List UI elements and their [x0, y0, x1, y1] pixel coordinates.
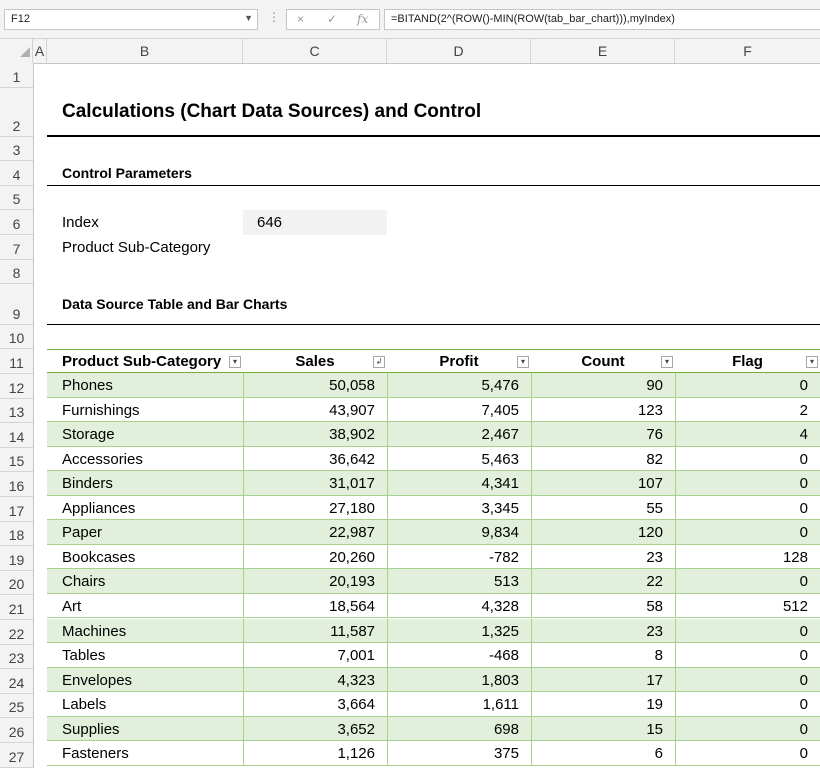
cell-border	[243, 741, 244, 766]
cell-border	[531, 594, 532, 619]
table-row	[47, 545, 820, 570]
cell-border	[531, 741, 532, 766]
cell-border	[531, 471, 532, 496]
cell-count[interactable]: 23	[646, 622, 663, 640]
table-row	[47, 520, 820, 545]
cell-border	[531, 398, 532, 423]
cell-count[interactable]: 6	[654, 745, 663, 763]
cell-count[interactable]: 76	[646, 426, 663, 444]
control-heading: Control Parameters	[62, 165, 192, 181]
cell-flag[interactable]: 0	[799, 745, 808, 763]
cell-profit[interactable]: 3,345	[481, 499, 519, 517]
cell-border	[387, 569, 388, 594]
cell-flag[interactable]: 0	[799, 720, 808, 738]
cell-count[interactable]: 55	[646, 499, 663, 517]
cell-flag[interactable]: 0	[799, 524, 808, 542]
cell-count[interactable]: 8	[654, 647, 663, 665]
cell-count[interactable]: 82	[646, 450, 663, 468]
cell-border	[531, 520, 532, 545]
table-row	[47, 741, 820, 766]
table-row	[47, 496, 820, 521]
row-header[interactable]: 3	[0, 137, 33, 161]
cell-sales[interactable]: 4,323	[337, 671, 375, 689]
cell-border	[387, 471, 388, 496]
cell-profit[interactable]: 2,467	[481, 426, 519, 444]
column-header-d[interactable]: D	[387, 39, 531, 63]
cell-border	[387, 643, 388, 668]
formula-bar	[0, 0, 820, 39]
cell-border	[243, 471, 244, 496]
cell-subcategory[interactable]: Envelopes	[62, 671, 133, 689]
cell-border	[675, 422, 676, 447]
cell-border	[675, 717, 676, 742]
table-header-row	[47, 349, 820, 373]
cell-border	[675, 692, 676, 717]
cell-profit[interactable]: 513	[493, 573, 519, 591]
table-row	[47, 619, 820, 644]
cell-profit[interactable]: 375	[493, 745, 519, 763]
table-divider	[47, 324, 820, 325]
cell-border	[243, 496, 244, 521]
cell-flag[interactable]: 0	[799, 647, 808, 665]
cell-count[interactable]: 90	[646, 377, 663, 394]
cell-profit[interactable]: 4,341	[481, 475, 519, 493]
cell-sales[interactable]: 50,058	[329, 377, 375, 394]
column-header-c[interactable]: C	[243, 39, 387, 63]
row-header[interactable]: 14	[0, 423, 33, 448]
filter-dropdown-icon[interactable]: ▾	[661, 356, 673, 368]
cell-sales[interactable]: 20,260	[329, 548, 375, 566]
row-header[interactable]: 24	[0, 669, 33, 694]
index-value: 646	[257, 214, 283, 231]
column-header-b[interactable]: B	[47, 39, 243, 63]
sheet-title: Calculations (Chart Data Sources) and Control	[62, 101, 482, 122]
cell-border	[387, 619, 388, 644]
cell-sales[interactable]: 38,902	[329, 426, 375, 444]
cell-profit[interactable]: 5,463	[481, 450, 519, 468]
table-row	[47, 643, 820, 668]
cell-border	[387, 594, 388, 619]
row-header[interactable]: 22	[0, 620, 33, 645]
cell-border	[531, 569, 532, 594]
cell-border	[675, 520, 676, 545]
cell-border	[675, 668, 676, 693]
table-row	[47, 422, 820, 447]
cell-subcategory[interactable]: Storage	[62, 426, 115, 444]
cell-flag[interactable]: 512	[782, 597, 808, 615]
row-header[interactable]: 20	[0, 571, 33, 595]
cell-sales[interactable]: 7,001	[337, 647, 375, 665]
cell-sales[interactable]: 3,664	[337, 696, 375, 714]
cell-border	[387, 545, 388, 570]
header-sales: Sales	[295, 353, 335, 370]
cell-border	[531, 447, 532, 472]
cell-border	[675, 741, 676, 766]
cell-subcategory[interactable]: Supplies	[62, 720, 120, 738]
cell-border	[243, 668, 244, 693]
row-header[interactable]: 12	[0, 374, 33, 399]
cell-border	[675, 569, 676, 594]
index-label: Index	[62, 214, 99, 231]
cell-sales[interactable]: 11,587	[330, 622, 375, 640]
cell-border	[531, 422, 532, 447]
cell-flag[interactable]: 0	[799, 573, 808, 591]
cell-profit[interactable]: 1,803	[481, 671, 519, 689]
cell-sales[interactable]: 3,652	[337, 720, 375, 738]
cell-profit[interactable]: 7,405	[481, 401, 519, 419]
row-header[interactable]: 2	[0, 88, 33, 137]
control-divider	[47, 185, 820, 186]
drag-handle-icon[interactable]: ⋮	[268, 10, 280, 24]
table-row	[47, 373, 820, 398]
cell-profit[interactable]: 9,834	[481, 524, 519, 542]
cell-profit[interactable]: 1,611	[482, 696, 519, 714]
row-header[interactable]: 1	[0, 63, 33, 88]
row-header[interactable]: 27	[0, 743, 33, 768]
cell-subcategory[interactable]: Chairs	[62, 573, 106, 591]
row-header[interactable]: 16	[0, 472, 33, 497]
cell-sales[interactable]: 36,642	[329, 450, 375, 468]
row-header[interactable]: 23	[0, 645, 33, 669]
cell-profit[interactable]: -782	[488, 548, 519, 566]
cell-subcategory[interactable]: Paper	[62, 524, 103, 542]
cell-border	[243, 692, 244, 717]
table-row	[47, 569, 820, 594]
row-header[interactable]: 21	[0, 595, 33, 620]
cell-border	[387, 668, 388, 693]
cell-flag[interactable]: 2	[799, 401, 808, 419]
cell-border	[243, 569, 244, 594]
row-header[interactable]: 6	[0, 210, 33, 235]
cell-border	[675, 447, 676, 472]
cell-border	[675, 496, 676, 521]
cell-count[interactable]: 123	[637, 401, 663, 419]
cell-border	[387, 447, 388, 472]
cell-border	[387, 520, 388, 545]
cell-sales[interactable]: 18,564	[329, 597, 375, 615]
row-header[interactable]: 7	[0, 235, 33, 260]
cell-count[interactable]: 17	[646, 671, 663, 689]
cell-border	[531, 668, 532, 693]
cell-subcategory[interactable]: Machines	[62, 622, 127, 640]
cell-border	[243, 643, 244, 668]
select-all-corner[interactable]	[0, 39, 33, 63]
cell-border	[531, 496, 532, 521]
cell-border	[387, 692, 388, 717]
cell-count[interactable]: 107	[637, 475, 663, 493]
index-input-cell[interactable]	[243, 210, 387, 235]
cell-border	[243, 422, 244, 447]
cell-subcategory[interactable]: Accessories	[62, 450, 143, 468]
cell-border	[387, 717, 388, 742]
cell-border	[675, 643, 676, 668]
insert-function-icon[interactable]: fx	[357, 12, 369, 26]
cell-border	[675, 594, 676, 619]
enter-icon[interactable]: ✓	[327, 12, 338, 26]
cell-border	[675, 619, 676, 644]
cell-profit[interactable]: 698	[493, 720, 519, 738]
column-headers	[0, 39, 820, 64]
table-row	[47, 692, 820, 717]
header-count: Count	[581, 353, 625, 370]
cell-border	[387, 422, 388, 447]
cell-flag[interactable]: 0	[799, 377, 808, 394]
select-all-icon	[20, 47, 30, 57]
cell-subcategory[interactable]: Binders	[62, 475, 113, 493]
row-header[interactable]: 4	[0, 161, 33, 186]
cell-border	[531, 643, 532, 668]
cell-border	[387, 398, 388, 423]
cell-subcategory[interactable]: Phones	[62, 377, 113, 394]
row-header[interactable]: 8	[0, 260, 33, 284]
cell-profit[interactable]: 1,325	[481, 622, 519, 640]
cell-flag[interactable]: 0	[799, 671, 808, 689]
formula-buttons	[286, 9, 380, 30]
cell-border	[243, 545, 244, 570]
cell-flag[interactable]: 0	[799, 450, 808, 468]
cell-subcategory[interactable]: Labels	[62, 696, 107, 714]
cell-subcategory[interactable]: Bookcases	[62, 548, 136, 566]
filter-dropdown-icon[interactable]: ▾	[517, 356, 529, 368]
cell-border	[243, 520, 244, 545]
cell-border	[243, 373, 244, 398]
cell-flag[interactable]: 4	[799, 426, 808, 444]
cell-border	[531, 373, 532, 398]
cell-border	[243, 447, 244, 472]
cell-border	[387, 741, 388, 766]
name-box[interactable]	[4, 9, 258, 30]
cell-border	[531, 545, 532, 570]
table-row	[47, 398, 820, 423]
cell-border	[675, 373, 676, 398]
cell-border	[243, 717, 244, 742]
cell-subcategory[interactable]: Furnishings	[62, 401, 140, 419]
cell-border	[675, 398, 676, 423]
cell-subcategory[interactable]: Appliances	[62, 499, 136, 517]
filter-dropdown-icon[interactable]: ▾	[229, 356, 241, 368]
cell-count[interactable]: 19	[646, 696, 663, 714]
filter-dropdown-icon[interactable]: ▾	[806, 356, 818, 368]
cell-profit[interactable]: -468	[488, 647, 519, 665]
cell-border	[387, 373, 388, 398]
row-header[interactable]: 18	[0, 522, 33, 546]
cell-flag[interactable]: 0	[799, 622, 808, 640]
cell-subcategory[interactable]: Fasteners	[62, 745, 129, 763]
cell-sales[interactable]: 20,193	[329, 573, 375, 591]
sort-filter-icon[interactable]: ↲	[373, 356, 385, 368]
cell-sales[interactable]: 27,180	[329, 499, 375, 517]
row-header[interactable]: 10	[0, 325, 33, 349]
header-subcategory: Product Sub-Category	[62, 353, 222, 370]
cell-border	[531, 619, 532, 644]
cell-border	[387, 496, 388, 521]
formula-input[interactable]: =BITAND(2^(ROW()-MIN(ROW(tab_bar_chart))),myIndex)	[384, 9, 820, 30]
table-row	[47, 594, 820, 619]
cell-sales[interactable]: 22,987	[329, 524, 375, 542]
cell-sales[interactable]: 43,907	[329, 401, 375, 419]
cell-flag[interactable]: 0	[799, 499, 808, 517]
cell-border	[675, 545, 676, 570]
table-heading: Data Source Table and Bar Charts	[62, 296, 288, 312]
cell-profit[interactable]: 4,328	[481, 597, 519, 615]
cell-border	[243, 398, 244, 423]
cell-subcategory[interactable]: Tables	[62, 647, 106, 665]
column-header-e[interactable]: E	[531, 39, 675, 63]
row-header[interactable]: 11	[0, 349, 33, 374]
cell-subcategory[interactable]: Art	[62, 597, 82, 615]
cell-count[interactable]: 15	[646, 720, 663, 738]
cell-sales[interactable]: 1,126	[337, 745, 375, 763]
table-row	[47, 668, 820, 693]
row-header[interactable]: 13	[0, 399, 33, 423]
cell-border	[675, 471, 676, 496]
row-header[interactable]: 15	[0, 448, 33, 472]
header-profit: Profit	[439, 353, 479, 370]
cell-border	[243, 619, 244, 644]
cell-sales[interactable]: 31,017	[329, 475, 375, 493]
subcategory-label: Product Sub-Category	[62, 239, 211, 256]
cell-count[interactable]: 23	[646, 548, 663, 566]
table-row	[47, 717, 820, 742]
cell-border	[243, 594, 244, 619]
row-header[interactable]: 26	[0, 718, 33, 743]
row-header[interactable]: 9	[0, 284, 33, 325]
cell-border	[531, 717, 532, 742]
row-headers	[0, 63, 34, 768]
cell-flag[interactable]: 128	[782, 548, 808, 566]
table-row	[47, 447, 820, 472]
cell-flag[interactable]: 0	[799, 696, 808, 714]
cell-count[interactable]: 58	[646, 597, 663, 615]
cell-count[interactable]: 22	[646, 573, 663, 591]
cell-count[interactable]: 120	[637, 524, 663, 542]
title-divider	[47, 135, 820, 137]
column-header-f[interactable]: F	[743, 43, 752, 59]
row-header[interactable]: 19	[0, 546, 33, 571]
row-header[interactable]: 25	[0, 694, 33, 718]
header-flag: Flag	[732, 353, 763, 370]
column-header-a[interactable]: A	[33, 39, 47, 63]
cell-profit[interactable]: 5,476	[481, 377, 519, 394]
name-box-value: F12	[11, 13, 30, 25]
cell-flag[interactable]: 0	[799, 475, 808, 493]
cell-border	[531, 692, 532, 717]
cancel-icon[interactable]: ×	[297, 12, 305, 26]
row-header[interactable]: 5	[0, 186, 33, 210]
row-header[interactable]: 17	[0, 497, 33, 522]
table-row	[47, 471, 820, 496]
chevron-down-icon[interactable]: ▼	[244, 13, 253, 23]
